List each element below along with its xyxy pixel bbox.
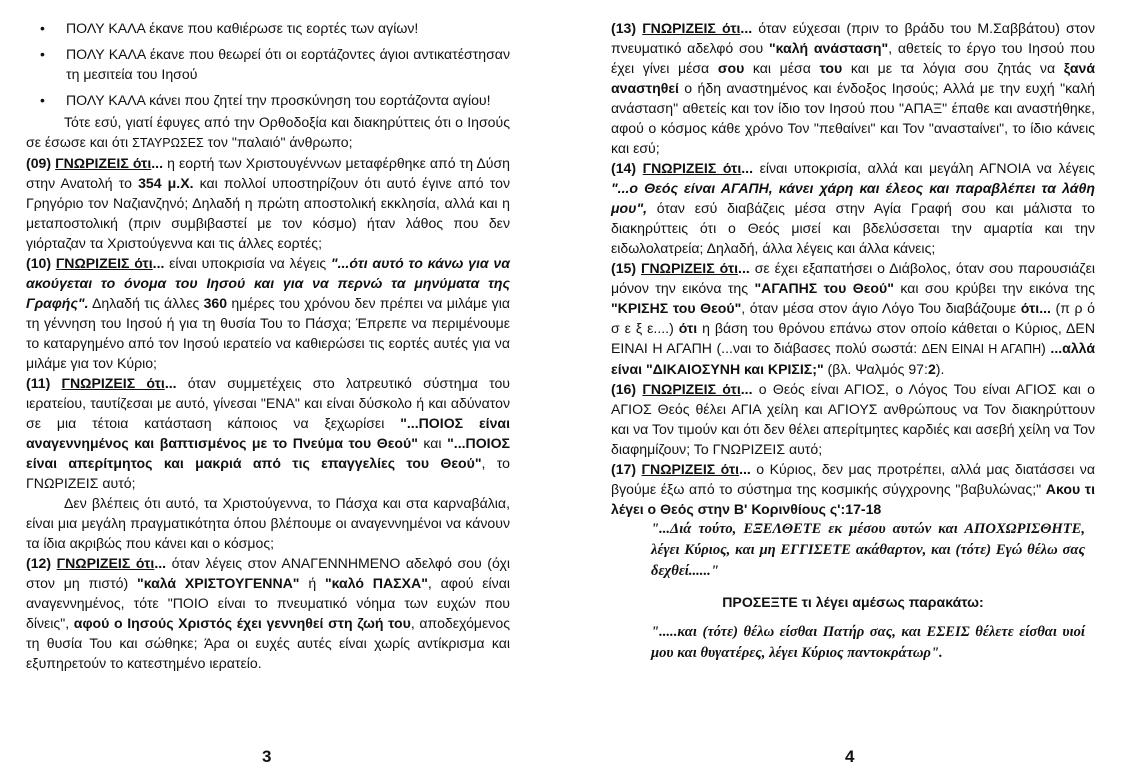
text-run: σε έχει εξαπατήσει ο Διάβολος, όταν σου παρουσιάζει μόνον την εικόνα της (611, 260, 1095, 296)
section-number: (14) (611, 160, 637, 176)
section-number: (15) (611, 260, 637, 276)
text-run: είναι υποκρισία να λέγεις (164, 255, 331, 271)
heading-dots: ... (152, 255, 165, 271)
section-number: (17) (611, 461, 637, 477)
bold-run: αφού ο Ιησούς Χριστός έχει γεννηθεί στη ζωή του (73, 615, 411, 631)
bold-italic-run: "...ότι αυτό το κάνω για να ακούγεται το όνομα του Ιησού και για να περνώ τα μηνύματα της Γραφής". (26, 255, 510, 311)
closing-paragraph (26, 112, 510, 153)
bold-italic-run: "...ο Θεός είναι ΑΓΑΠΗ, κάνει χάρη και έλεος και παραβλέπει τα λάθη μου", (611, 180, 1095, 216)
text-run: και μέσα (744, 60, 820, 76)
bold-run: "καλή ανάσταση" (768, 40, 889, 56)
section-13 (611, 18, 1095, 158)
bold-run: "ΚΡΙΣΗΣ του Θεού" (611, 300, 742, 316)
bold-run: 360 (203, 295, 228, 311)
list-item: • ΠΟΛΥ ΚΑΛΑ κάνει που ζητεί την προσκύνηση του εορτάζοντα αγίου! (26, 90, 510, 110)
list-item: • ΠΟΛΥ ΚΑΛΑ έκανε που θεωρεί ότι οι εορτάζοντες άγιοι αντικατέστησαν τη μεσιτεία του Ιησού (26, 44, 510, 84)
heading-dots: ... (164, 375, 177, 391)
section-heading: ΓΝΩΡΙΖΕΙΣ ότι (641, 260, 739, 276)
closing-text: Τότε εσύ, γιατί έφυγες από την Ορθοδοξία και διακηρύττεις ότι ο Ιησούς σε έσωσε και ότι (26, 114, 510, 150)
heading-dots: ... (741, 160, 754, 176)
text-run: ) (1041, 340, 1051, 356)
bold-run: ξανά αναστηθεί (611, 60, 1095, 96)
scripture-quote: "...Διά τούτο, ΕΞΕΛΘΕΤΕ εκ μέσου αυτών και ΑΠΟΧΩΡΙΣΘΗΤΕ, λέγει Κύριος, και μη ΕΓΓΙΣΕΤΕ ακάθαρτον, και (τότε) Εγώ θέλω σας δεχθεί......" (651, 521, 1085, 579)
closing-tail: τον "παλαιό" άνθρωπο; (203, 134, 353, 150)
text-run: ο ήδη αναστημένος και ένδοξος Ιησούς; Αλλά με την ευχή "καλή ανάσταση" αθετείς και τον ίδιο τον Ιησού που "ΑΠΑΞ" έπαθε και αναστήθηκε, αφού ο κόσμος κάθε χρόνο Τον "πεθαίνει" και Τον "ανασταίνει", το ίδιο κάνεις και εσύ; (611, 80, 1095, 156)
section-heading: ΓΝΩΡΙΖΕΙΣ ότι (55, 255, 153, 271)
text-run: και πολλοί υποστηρίζουν ότι αυτό έγινε από τον Γρηγόριο τον Ναζιανζηνό; Δηλαδή η πρώτη αποστολική εκκλησία, αλλά και η μεταποστολική (πριν συμβιβαστεί με τον κόσμο) ήταν λάθος που δεν γιόρταζαν τα Χριστούγεννα και τις άλλες εορτές; (26, 175, 510, 251)
section-number: (12) (26, 555, 52, 571)
heading-dots: ... (739, 461, 751, 477)
section-heading: ΓΝΩΡΙΖΕΙΣ ότι (56, 555, 155, 571)
section-15 (611, 258, 1095, 379)
text-run: και με τα λόγια σου ζητάς να (842, 60, 1064, 76)
text-run: ). (935, 361, 945, 377)
text-run: και (417, 435, 448, 451)
bold-run: του (819, 60, 843, 76)
small-caps-run: ΔΕΝ ΕΙΝΑΙ Η ΑΓΑΠΗ (921, 342, 1042, 356)
section-09 (26, 153, 510, 253)
section-heading: ΓΝΩΡΙΖΕΙΣ ότι (642, 381, 741, 397)
bold-run: 354 μ.Χ. (138, 175, 194, 191)
section-number: (10) (26, 255, 52, 271)
text-run: η εορτή των Χριστουγέννων μεταφέρθηκε από τη Δύση στην Ανατολή το (26, 155, 510, 191)
section-16 (611, 379, 1095, 459)
bold-run: "καλό ΠΑΣΧΑ" (324, 575, 428, 591)
list-item: • ΠΟΛΥ ΚΑΛΑ έκανε που καθιέρωσε τις εορτές των αγίων! (26, 18, 510, 38)
page-number: 4 (845, 747, 855, 766)
text-run: , το ΓΝΩΡΙΖΕΙΣ αυτό; (26, 455, 510, 491)
bold-run: ότι... (1020, 300, 1051, 316)
text-run: όταν συμμετέχεις στο λατρευτικό σύστημα του ιερατείου, ταυτίζεσαι με αυτό, γίνεσαι "ΕΝΑ" και είναι δύσκολο ή και αδύνατον σε μια τέτοια κατάσταση κάποιος να ξεχωρίσει (26, 375, 510, 431)
heading-dots: ... (740, 20, 753, 36)
section-11-continuation: Δεν βλέπεις ότι αυτό, τα Χριστούγεννα, το Πάσχα και στα καρναβάλια, είναι μια μεγάλη πραγματικότητα όπου βλέπουμε οι αναγεννημένοι να κάνουν τα ίδια ακριβώς που κάνει και ο κόσμος; (26, 495, 510, 551)
section-12 (26, 553, 510, 673)
bold-run: σου (717, 60, 745, 76)
section-number: (11) (26, 375, 51, 391)
scripture-quote: ".....και (τότε) θέλω είσθαι Πατήρ σας, και ΕΣΕΙΣ θέλετε είσθαι υιοί μου και θυγατέρες, λέγει Κύριος παντοκράτωρ". (651, 624, 1085, 661)
text-run: ο Κύριος, δεν μας προτρέπει, αλλά μας διατάσσει να βγούμε έξω από το σύστημα της κοσμικής σύγχρονης "βαβυλώνας;" (611, 461, 1095, 497)
text-run: , αφού είναι αναγεννημένος, τότε "ΠΟΙΟ είναι το πνευματικό νόημα των ευχών που δίνεις", (26, 575, 510, 631)
section-heading: ΓΝΩΡΙΖΕΙΣ ότι (642, 20, 741, 36)
text-run: ημέρες του χρόνου δεν πρέπει να μιλάμε για τη γέννηση του Ιησού ή για τη θυσία Του το Πάσχα; Έπρεπε να περιμένουμε το καταργημένο από τον Ιησού ιερατείο να καθιερώσει τις εορτές αυτές για να μιλάμε για τον Κύριο; (26, 295, 510, 371)
section-heading: ΓΝΩΡΙΖΕΙΣ ότι (61, 375, 165, 391)
text-run: είναι υποκρισία, αλλά και μεγάλη ΑΓΝΟΙΑ να λέγεις (753, 160, 1095, 176)
section-number: (13) (611, 20, 637, 36)
page-number: 3 (262, 747, 272, 766)
bold-run: ότι (678, 320, 698, 336)
heading-dots: ... (740, 381, 753, 397)
bold-run: "...ΠΟΙΟΣ είναι αναγεννημένος και βαπτισμένος με το Πνεύμα του Θεού" (26, 415, 510, 451)
bullet-list (26, 18, 510, 110)
notice-line: ΠΡΟΣΕΞΤΕ τι λέγει αμέσως παρακάτω: (722, 594, 984, 610)
bold-run: 2 (927, 361, 936, 377)
heading-dots: ... (738, 260, 750, 276)
section-10 (26, 253, 510, 373)
heading-dots: ... (151, 155, 164, 171)
section-heading: ΓΝΩΡΙΖΕΙΣ ότι (55, 155, 152, 171)
text-run: (βλ. Ψαλμός 97: (823, 361, 928, 377)
text-run: ή (299, 575, 325, 591)
text-run: Δηλαδή τις άλλες (88, 295, 204, 311)
section-heading: ΓΝΩΡΙΖΕΙΣ ότι (642, 160, 742, 176)
bold-run: "...ΠΟΙΟΣ είναι απερίτμητος και μακριά από τις επαγγελίες του Θεού" (26, 435, 510, 471)
section-heading: ΓΝΩΡΙΖΕΙΣ ότι (641, 461, 740, 477)
text-run: όταν λέγεις στον ΑΝΑΓΕΝΝΗΜΕΝΟ αδελφό σου (όχι στον μη πιστό) (26, 555, 510, 591)
text-run: , αποδεχόμενος τη θυσία Του και σώθηκε; Άρα οι ευχές αυτές είναι χωρίς αντίκρισμα και εξυπηρετούν το κατεστημένο ιερατείο. (26, 615, 510, 671)
closing-caps: ΣΤΑΥΡΩΣΕΣ (132, 136, 204, 150)
bold-run: "ΔΙΚΑΙΟΣΥΝΗ και ΚΡΙΣΙΣ;" (645, 361, 824, 377)
text-run: όταν εσύ διαβάζεις μέσα στην Αγία Γραφή σου και μάλιστα το διακηρύττεις ότι ο Θεός μισεί και βδελύσσεται την αμαρτία και την ειδωλολατρεία; Δηλαδή, άλλα λέγεις και άλλα κάνεις; (611, 200, 1095, 256)
text-run: (π ρ ό σ ε ξ ε....) (611, 300, 1095, 336)
section-11 (26, 373, 510, 493)
section-number: (16) (611, 381, 637, 397)
bold-run: Ακου τι λέγει ο Θεός στην Β' Κορινθίους ς':17-18 (611, 481, 1095, 517)
text-run: ο Θεός είναι ΑΓΙΟΣ, ο Λόγος Του είναι ΑΓΙΟΣ και ο ΑΓΙΟΣ Θεός θέλει ΑΓΙΑ χείλη και ΑΓΙΟΥΣ ανθρώπους να Τον διακηρύττουν και να Τον τιμούν και ότι δεν θέλει απερίτμητες καρδιές και ασεβή χείλη να Τον διαφημίζουν; Το ΓΝΩΡΙΖΕΙΣ αυτό; (611, 381, 1095, 457)
bold-run: "καλά ΧΡΙΣΤΟΥΓΕΝΝΑ" (137, 575, 300, 591)
text-run: , όταν μέσα στον άγιο Λόγο Του διαβάζουμε (741, 300, 1021, 316)
right-page (611, 18, 1095, 664)
left-page (26, 18, 510, 673)
text-run: η βάση του θρόνου επάνω στον οποίο κάθεται ο Κύριος, ΔΕΝ ΕΙΝΑΙ Η ΑΓΑΠΗ (...ναι το διάβασες πολύ σωστά: (611, 320, 1095, 356)
heading-dots: ... (154, 555, 167, 571)
section-number: (09) (26, 155, 52, 171)
text-run: και σου κρύβει την εικόνα της (893, 280, 1095, 296)
section-17 (611, 459, 1095, 519)
text-run: όταν εύχεσαι (πριν το βράδυ του Μ.Σαββάτου) στον πνευματικό αδελφό σου (611, 20, 1095, 56)
section-14 (611, 158, 1095, 258)
bold-run: ...αλλά είναι (611, 340, 1095, 377)
text-run: , αθετείς το έργο του Ιησού που έχει γίνει μέσα (611, 40, 1095, 76)
bold-run: "ΑΓΑΠΗΣ του Θεού" (754, 280, 894, 296)
